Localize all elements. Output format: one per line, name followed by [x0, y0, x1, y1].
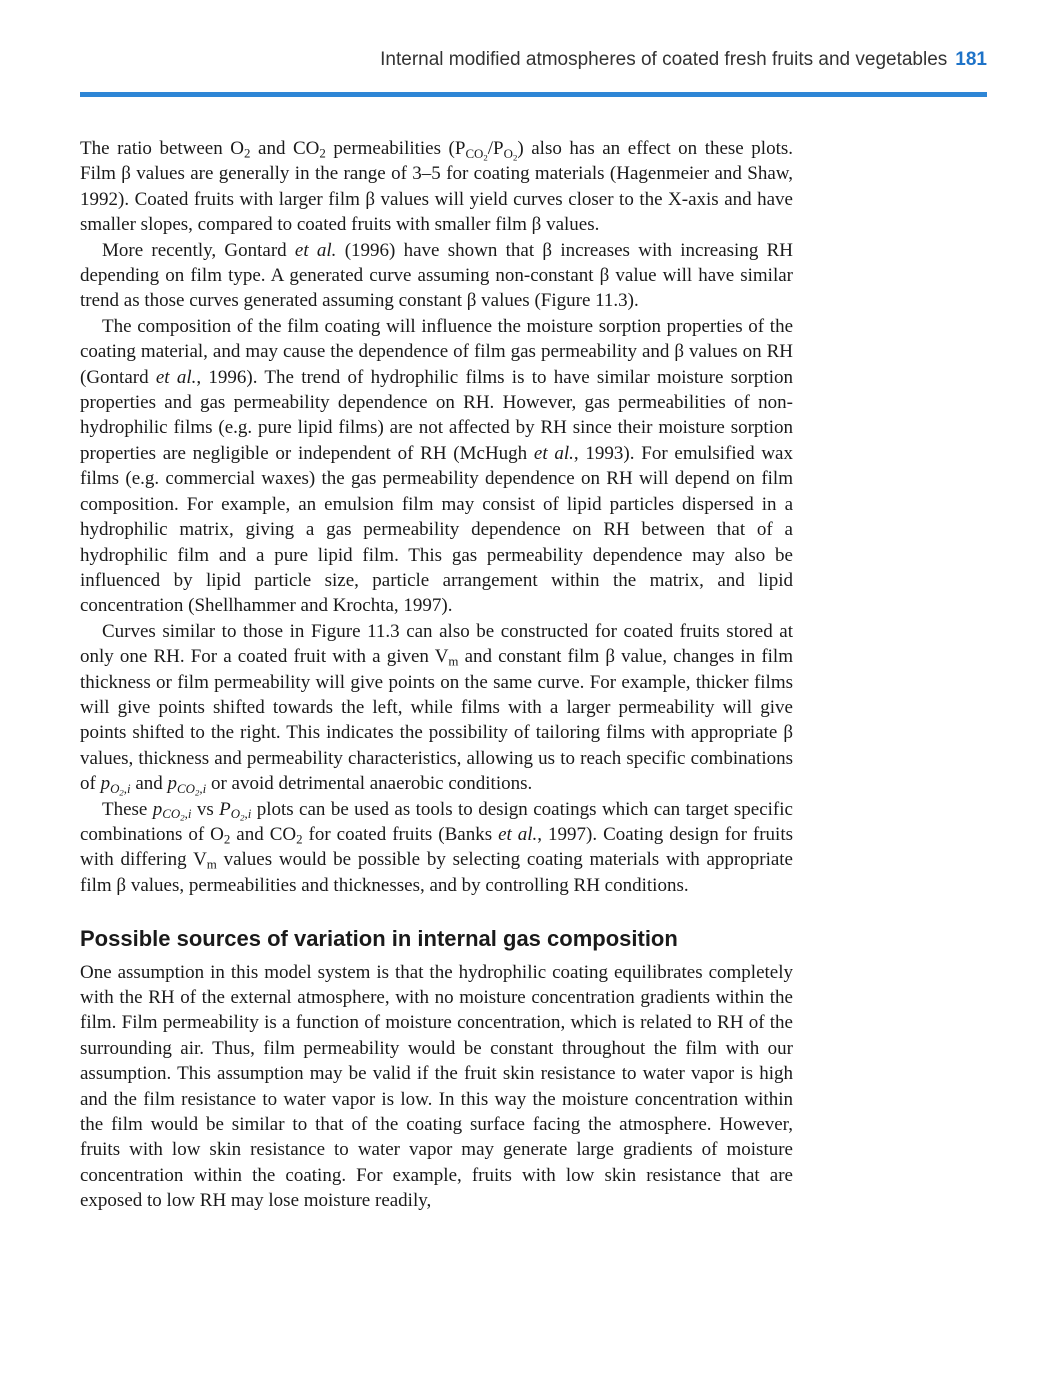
header-rule: [80, 92, 987, 97]
section-heading: Possible sources of variation in internal gas composition: [80, 926, 678, 952]
body-text: [80, 136, 793, 1214]
paragraph: One assumption in this model system is that the hydrophilic coating equilibrates completely with the RH of the external atmosphere, with no moisture concentration gradients within the film. Film permeability is a function of moisture concentration, which is related to RH of the surrounding air. Thus, film permeability would be constant throughout the film with our assumption. This assumption may be valid if the fruit skin resistance to water vapor is high and the film resistance to water vapor is low. In this way the moisture concentration within the film would be similar to that of the coating surface facing the atmosphere. However, fruits with low skin resistance to water vapor may generate large gradients of moisture concentration within the coating. For example, fruits with low skin resistance that are exposed to low RH may lose moisture readily,: [80, 961, 793, 1212]
paragraph: These $p_{CO_2,i}$ vs $P_{O_2,i}$ plots can be used as tools to design coatings which can target specific combinations of $O_2$ and $CO_2$ for coated fruits (Banks et al., 1997). Coating design for fruits with differing $V_m$ values would be possible by selecting coating materials with appropriate film β values, permeabilities and thicknesses, and by controlling RH conditions.: [80, 798, 794, 896]
paragraph: The ratio between $O_2$ and $CO_2$ permeabilities $(P_{CO_2}/P_{O_2})$ also has an effect on these plots. Film β values are generally in the range of 3–5 for coating materials (Hagenmeier and Shaw, 1992). Coated fruits with larger film β values will yield curves closer to the X-axis and have smaller slopes, compared to coated fruits with smaller film β values.: [80, 138, 793, 236]
paragraph: The composition of the film coating will influence the moisture sorption properties of the coating material, and may cause the dependence of film gas permeability and β values on RH (Gontard et al., 1996). The trend of hydrophilic films is to have similar moisture sorption properties and gas permeability dependence on RH. However, gas permeabilities of non-hydrophilic films (e.g. pure lipid films) are not affected by RH since their moisture sorption properties are negligible or independent of RH (McHugh et al., 1993). For emulsified wax films (e.g. commercial waxes) the gas permeability dependence on RH will depend on film composition. For example, an emulsion film may consist of lipid particles dispersed in a hydrophilic matrix, giving a gas permeability dependence on RH between that of a hydrophilic film and a pure lipid film. This gas permeability dependence may also be influenced by lipid particle size, particle arrangement within the matrix, and lipid concentration (Shellhammer and Krochta, 1997).: [80, 315, 793, 617]
running-title: Internal modified atmospheres of coated fresh fruits and vegetables: [380, 49, 948, 70]
paragraph: Curves similar to those in Figure 11.3 can also be constructed for coated fruits stored at only one RH. For a coated fruit with a given $V_m$ and constant film β value, changes in film thickness or film permeability will give points on the same curve. For example, thicker films will give points shifted towards the left, while films with a larger permeability will give points shifted to the right. This indicates the possibility of tailoring films with appropriate β values, thickness and permeability characteristics, allowing us to reach specific combinations of $p_{O_2,i}$ and $p_{CO_2,i}$ or avoid detrimental anaerobic conditions.: [80, 620, 793, 798]
running-head: [80, 49, 987, 71]
page-number: 181: [955, 49, 987, 70]
paragraph: More recently, Gontard et al. (1996) have shown that β increases with increasing RH depending on film type. A generated curve assuming non-constant β value will have similar trend as those curves generated assuming constant β values (Figure 11.3).: [80, 239, 793, 312]
